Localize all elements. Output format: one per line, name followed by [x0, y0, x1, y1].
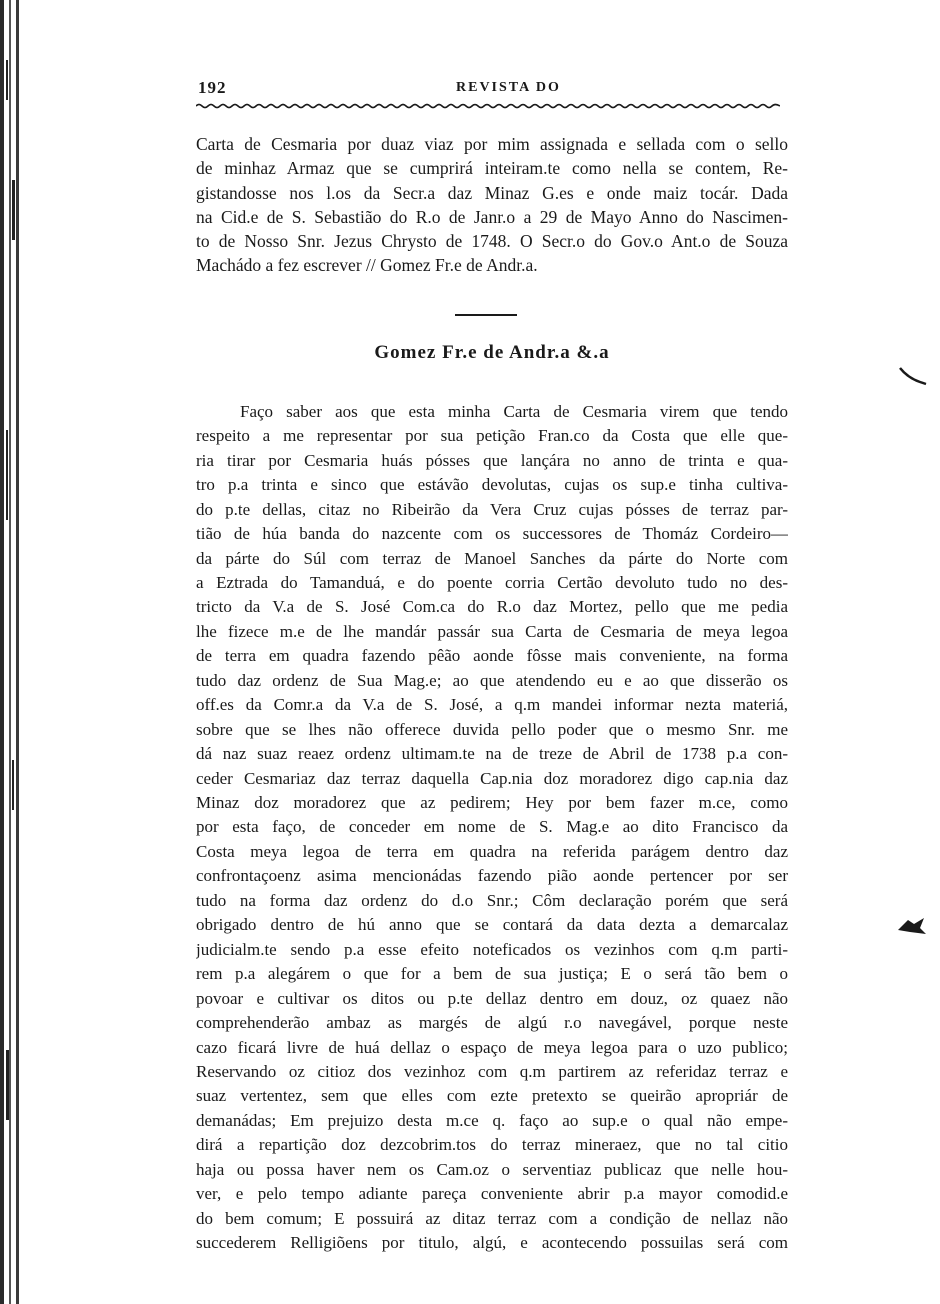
paragraph-grant-text [196, 400, 788, 1256]
text-line: na Cid.e de S. Sebastião do R.o de Janr.o a 29 de Mayo Anno do Nascimen- [196, 206, 788, 227]
text-line: lhe fizece m.e de lhe mandár passár sua Carta de Cesmaria de meya legoa [196, 621, 788, 641]
text-line: ver, e pelo tempo adiante pareça conveniente abrir p.a mayor comodid.e [196, 1184, 788, 1204]
text-line: de minhaz Armaz que se cumprirá inteiram.te como nella se contem, Re- [196, 158, 788, 179]
text-line: obrigado dentro de hú anno que se contará da data dezta a demarcalaz [196, 915, 788, 935]
text-line: Carta de Cesmaria por duaz viaz por mim assignada e sellada com o sello [196, 134, 788, 154]
text-line: tudo na forma daz ordenz do d.o Snr.; Côm declaração porém que será [196, 890, 788, 910]
text-line: de terra em quadra fazendo pêão aonde fôsse mais conveniente, na forma [196, 646, 788, 666]
text-line: dirá a repartição doz dezcobrim.tos do terraz mineraez, que no tal citio [196, 1135, 788, 1155]
text-line: Faço saber aos que esta minha Carta de Cesmaria virem que tendo [240, 401, 788, 421]
text-line: respeito a me representar por sua petição Fran.co da Costa que elle que- [196, 426, 788, 446]
text-line: ceder Cesmariaz daz terraz daquella Cap.nia doz moradorez digo cap.nia daz [196, 768, 788, 788]
journal-title: REVISTA DO [456, 80, 561, 95]
book-page [196, 78, 788, 1256]
section-heading: Gomez Fr.e de Andr.a &.a [374, 341, 610, 363]
text-line: a Eztrada do Tamanduá, e do poente corria Certão devoluto tudo no des- [196, 572, 788, 592]
running-head [196, 78, 788, 100]
header-wavy-rule [196, 102, 780, 110]
text-line: tricto da V.a de S. José Com.ca do R.o daz Mortez, pello que me pedia [196, 597, 788, 617]
text-line: do p.te dellas, citaz no Ribeirão da Vera Cruz cujas pósses de terraz par- [196, 499, 788, 519]
text-line: rem p.a alegárem o que for a bem de sua justiça; E o será tão bem o [196, 964, 788, 984]
text-line: tro p.a trinta e sinco que estávão devolutas, cujas os sup.e tinha cultiva- [196, 475, 788, 495]
text-line: tião de húa banda do nazcente com os successores de Thomáz Cordeiro— [196, 524, 788, 544]
text-line: Minaz doz moradorez que az pedirem; Hey por bem fazer m.ce, como [196, 793, 788, 813]
text-line: Machádo a fez escrever // Gomez Fr.e de Andr.a. [196, 255, 538, 276]
text-line: haja ou possa haver nem os Cam.oz o serventiaz publicaz que nelle hou- [196, 1159, 788, 1179]
text-line: povoar e cultivar os ditos ou p.te dellaz dentro em douz, oz quaez não [196, 988, 788, 1008]
text-line: sobre que se lhes não offerece duvida pello poder que o mesmo Snr. me [196, 719, 788, 739]
text-line: comprehenderão ambaz as margés de algú r.o navegável, porque neste [196, 1013, 788, 1033]
ink-smudge-mark [898, 362, 928, 388]
text-line: suaz vertentez, sem que elles com ezte pretexto se queirão apropriár de [196, 1086, 788, 1106]
text-line: tudo daz ordenz de Sua Mag.e; ao que atendendo eu e ao que disserão os [196, 670, 788, 690]
text-line: do bem comum; E possuirá az ditaz terraz com a condição de nellaz não [196, 1208, 788, 1228]
ink-blot-mark [894, 914, 930, 938]
text-line: confrontaçoenz asima mencionádas fazendo pião aonde pertencer por ser [196, 866, 788, 886]
text-line: Costa meya legoa de terra em quadra na referida parágem dentro daz [196, 841, 788, 861]
text-line: por esta faço, de conceder em nome de S. Mag.e ao dito Francisco da [196, 817, 788, 837]
text-line: Reservando oz citioz dos vezinhoz com q.m partirem az referidaz terraz e [196, 1062, 788, 1082]
text-line: da párte do Súl com terraz de Manoel Sanches da párte do Norte com [196, 548, 788, 568]
text-line: dá naz suaz reaez ordenz ultimam.te na de treze de Abril de 1738 p.a con- [196, 744, 788, 764]
text-line: gistandosse nos l.os da Secr.a daz Minaz G.es e onde maiz tocár. Dada [196, 182, 788, 203]
paragraph-closing-previous-grant [196, 132, 788, 278]
text-line: judicialm.te sendo p.a esse efeito noteficados os vezinhos com q.m parti- [196, 939, 788, 959]
page-number: 192 [198, 78, 227, 97]
section-divider [455, 314, 517, 316]
text-line: ria tirar por Cesmaria huás pósses que lançára no anno de trinta e qua- [196, 450, 788, 470]
scan-edge-shadow [0, 0, 26, 1304]
text-line: succederem Relligiõens por titulo, algú, e acontecendo possuilas será com [196, 1233, 788, 1253]
text-line: cazo ficará livre de huá dellaz o espaço de meya legoa para o uzo publico; [196, 1037, 788, 1057]
text-line: demanádas; Em prejuizo desta m.ce q. faço ao sup.e o qual não empe- [196, 1110, 788, 1130]
text-line: off.es da Comr.a da V.a de S. José, a q.m mandei informar nezta materiá, [196, 695, 788, 715]
text-line: to de Nosso Snr. Jezus Chrysto de 1748. O Secr.o do Gov.o Ant.o de Souza [196, 231, 788, 252]
